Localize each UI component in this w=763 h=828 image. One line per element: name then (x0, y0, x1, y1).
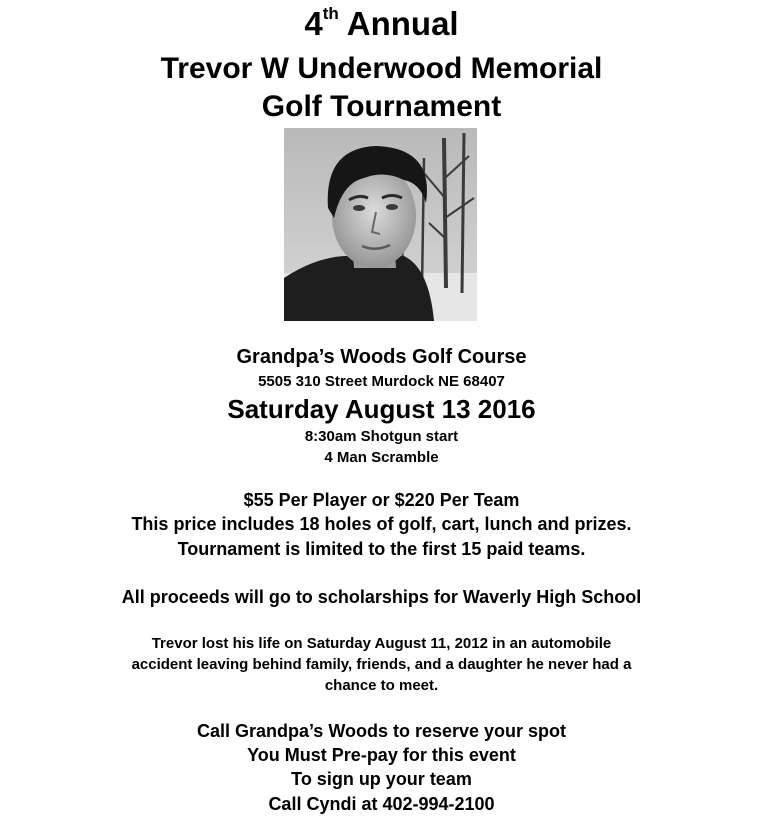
title-line-1: Trevor W Underwood Memorial (160, 52, 603, 85)
team-limit: Tournament is limited to the first 15 paid teams. (177, 539, 586, 559)
portrait-photo (284, 128, 477, 321)
memorial-line-3: chance to meet. (324, 677, 439, 694)
title-line-2: Golf Tournament (261, 90, 502, 123)
edition-suffix: th (322, 4, 339, 23)
contact-line-3: To sign up your team (291, 769, 472, 789)
contact-phone: Call Cyndi at 402-994-2100 (268, 794, 495, 814)
edition-word: Annual (346, 5, 459, 42)
memorial-line-1: Trevor lost his life on Saturday August 11, 2012 in an automobile (151, 635, 612, 652)
edition-heading (0, 4, 763, 42)
memorial-line-2: accident leaving behind family, friends, and a daughter he never had a (131, 656, 632, 673)
price-line: $55 Per Player or $220 Per Team (243, 490, 520, 510)
venue-name: Grandpa’s Woods Golf Course (236, 346, 527, 368)
proceeds-line: All proceeds will go to scholarships for Waverly High School (121, 587, 642, 607)
venue-address: 5505 310 Street Murdock NE 68407 (258, 373, 505, 390)
price-includes: This price includes 18 holes of golf, cart, lunch and prizes. (131, 514, 632, 534)
contact-line-1: Call Grandpa’s Woods to reserve your spot (196, 721, 567, 741)
event-date: Saturday August 13 2016 (227, 394, 536, 424)
event-format: 4 Man Scramble (324, 449, 439, 466)
edition-number: 4 (304, 5, 323, 42)
event-start: 8:30am Shotgun start (304, 428, 459, 445)
contact-line-2: You Must Pre-pay for this event (247, 745, 516, 765)
